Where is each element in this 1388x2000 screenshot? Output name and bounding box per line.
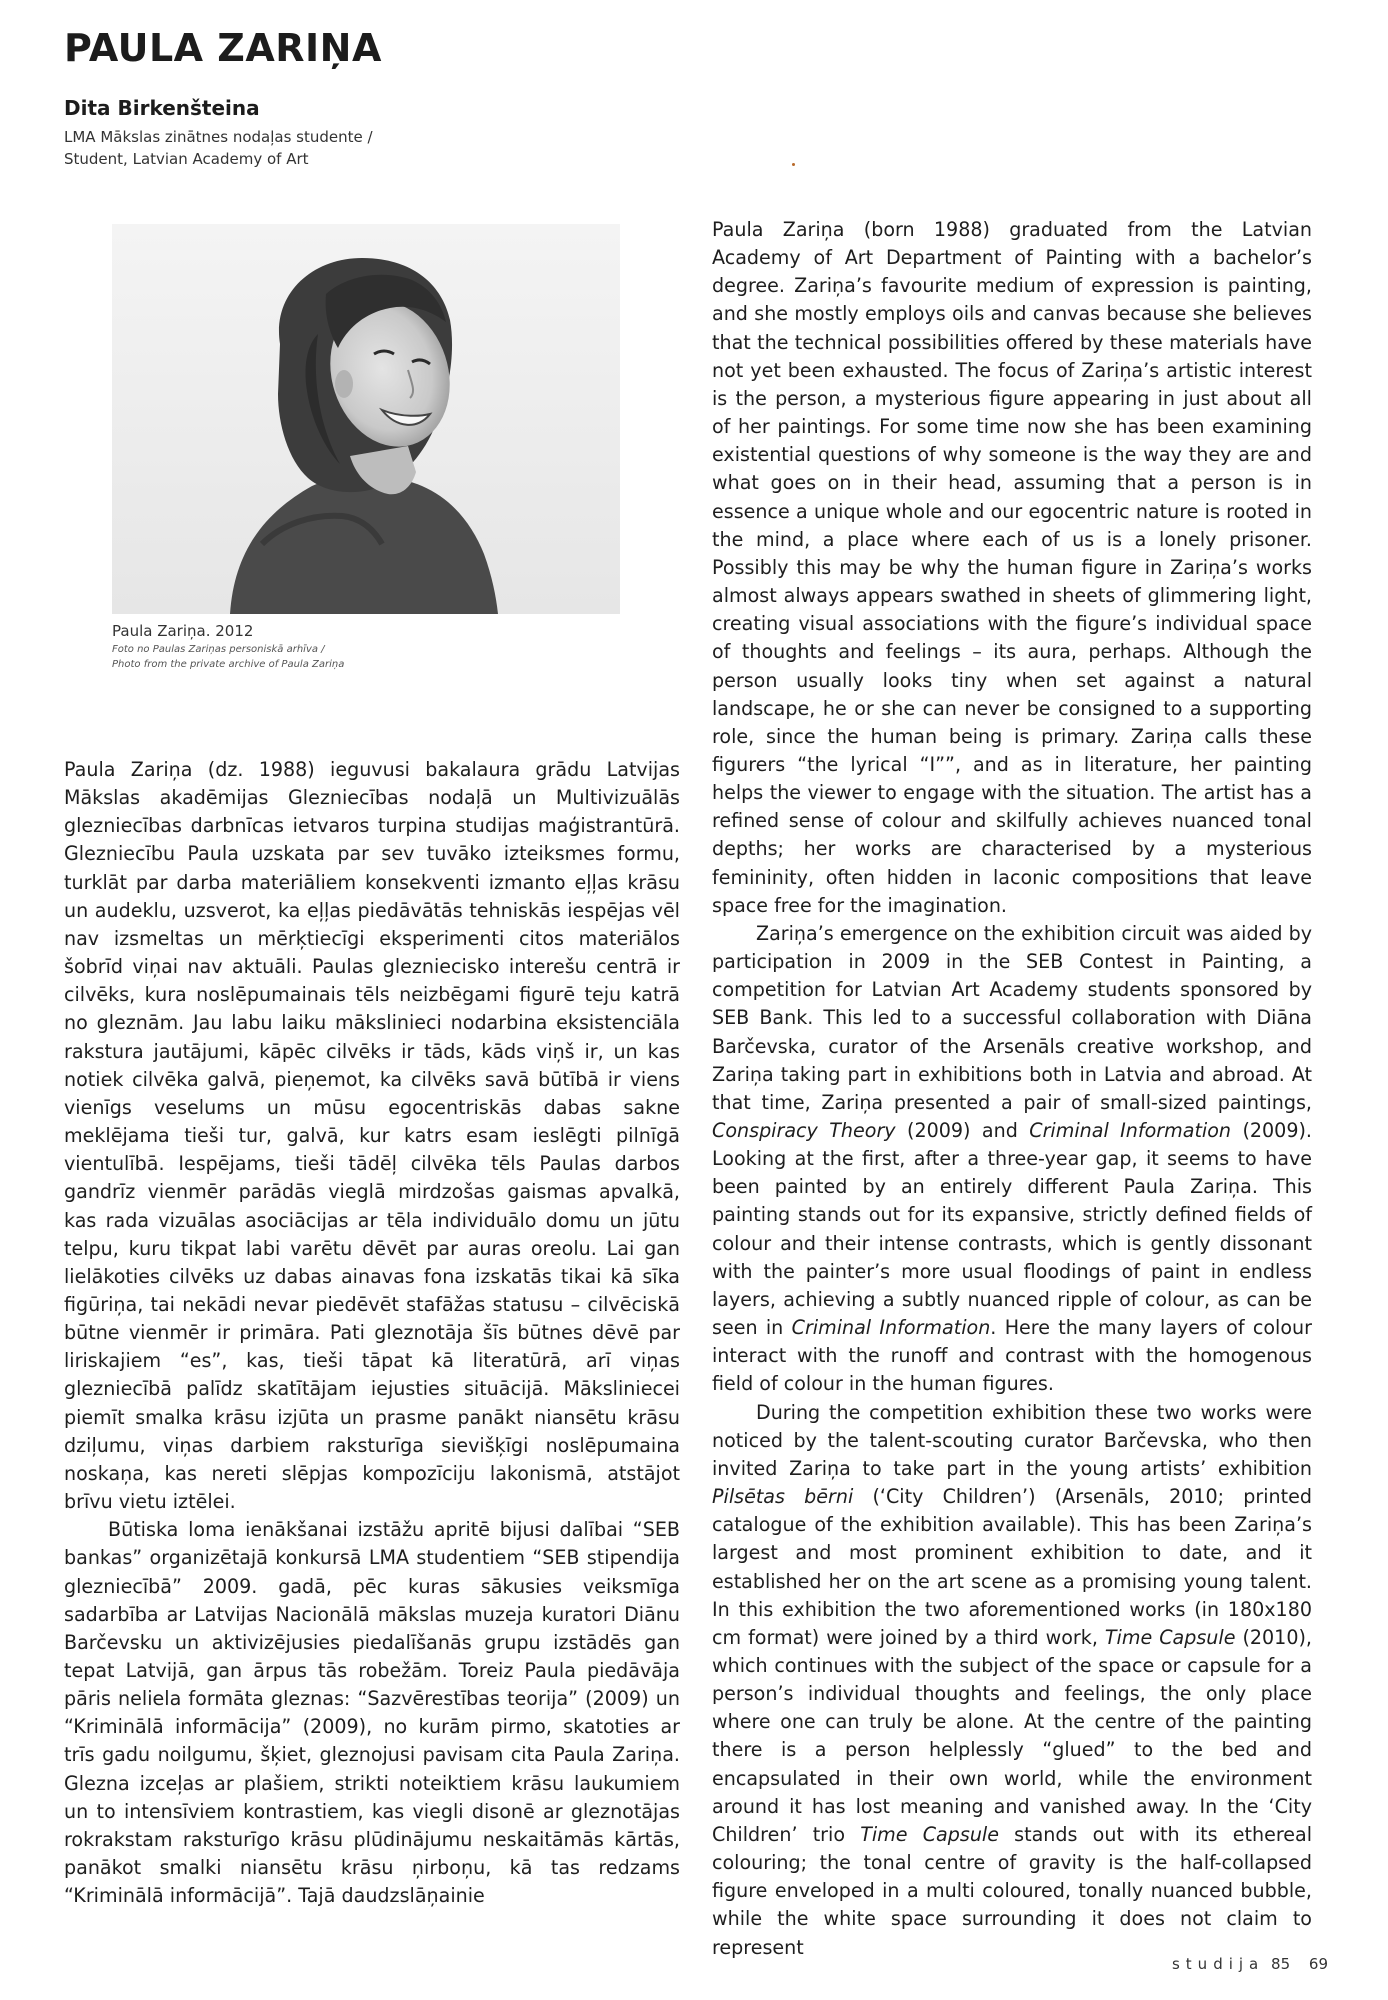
english-text-column (712, 216, 1312, 1962)
page-footer (1172, 1955, 1328, 1973)
english-p3-text-a: During the competition exhibition these two works were noticed by the talent-scouting curator Barčevska, who then invited Zariņa to take part in the young artists’ exhibition (712, 1400, 1312, 1480)
english-paragraph-1: Paula Zariņa (born 1988) graduated from the Latvian Academy of Art Department of Painting with a bachelor’s degree. Zariņa’s favourite medium of expression is painting, and she mostly employs oils and canvas because she believes that the technical possibilities offered by these materials have not yet been exhausted. The focus of Zariņa’s artistic interest is the person, a mysterious figure appearing in just about all of her paintings. For some time now she has been examining existential questions of why someone is the way they are and what goes on in their head, assuming that a person is in essence a unique whole and our egocentric nature is rooted in the mind, a place where each of us is a lonely prisoner. Possibly this may be why the human figure in Zariņa’s works almost always appears swathed in sheets of glimmering light, creating visual associations with the figure’s individual space of thoughts and feelings – its aura, perhaps. Although the person usually looks tiny when set against a natural landscape, he or she can never be consigned to a supporting role, since the human being is primary. Zariņa calls these figurers “the lyrical “I””, and as in literature, her painting helps the viewer to engage with the situation. The artist has a refined sense of colour and skilfully achieves nuanced tonal depths; her works are characterised by a mysterious femininity, often hidden in laconic compositions that leave space free for the imagination. (712, 218, 1312, 917)
affiliation-latvian: LMA Mākslas zinātnes nodaļas studente / (64, 128, 373, 146)
english-p3-text-b: (‘City Children’) (Arsenāls, 2010; printed catalogue of the exhibition available). This has been Zariņa’s largest and most prominent exhibition to date, and it established her on the art scene as a promising young talent. In this exhibition the two aforementioned works (in 180x180 cm format) were joined by a third work, (712, 1485, 1312, 1649)
exhibition-title-pilsetas-berni: Pilsētas bērni (712, 1485, 854, 1509)
page-number: 69 (1308, 1955, 1328, 1973)
photo-caption-block (112, 620, 344, 672)
latvian-paragraph-1: Paula Zariņa (dz. 1988) ieguvusi bakalaura grādu Latvijas Mākslas akadēmijas Glezniecības nodaļā un Multivizuālās glezniecības darbnīcas ietvaros turpina studijas maģistrantūrā. Glezniecību Paula uzskata par sev tuvāko izteiksmes formu, turklāt par darba materiāliem konsekventi izmanto eļļas krāsu un audeklu, uzsverot, ka eļļas piedāvātās tehniskās iespējas vēl nav izsmeltas un mērķtiecīgi eksperimenti citos materiālos šobrīd viņai nav aktuāli. Paulas gleznieciskо interešu centrā ir cilvēks, kura noslēpumainais tēls neizbēgami figurē teju katrā no gleznām. Jau labu laiku mākslinieci nodarbina eksistenciāla rakstura jautājumi, kāpēc cilvēks ir tāds, kāds viņš ir, un kas notiek cilvēka galvā, pieņemot, ka cilvēks savā būtībā ir viens vienīgs veselums un mūsu egocentriskās dabas sakne meklējama tieši tur, galvā, kur katrs esam ieslēgti pilnīgā vientulībā. Iespējams, tieši tādēļ cilvēka tēls Paulas darbos gandrīz vienmēr parādās vieglā mirdzošas gaismas apvalkā, kas rada vizuālas asociācijas ar tēla individuālo domu un jūtu telpu, kuru tikpat labi varētu dēvēt par auras oreolu. Lai gan lielākoties cilvēks uz dabas ainavas fona izskatās tikai kā sīka figūriņa, tai nekādi nevar piedēvēt stafāžas statusu – cilvēciskā būtne vienmēr ir primāra. Pati gleznotāja šīs būtnes dēvē par liriskajiem “es”, kas, tieši tāpat kā literatūrā, arī viņas glezniecībā palīdz skatītājam iejusties situācijā. Māksliniecei piemīt smalka krāsu izjūta un prasme panākt niansētu krāsu dziļumu, viņas darbiem raksturīga sievišķīgi noslēpumaina noskaņa, kas nereti slēpjas kompozīciju lakonismā, atstājot brīvu vietu iztēlei. (64, 758, 680, 1514)
work-title-criminal-information: Criminal Information (1029, 1119, 1232, 1142)
work-title-criminal-information-2: Criminal Information (791, 1316, 991, 1340)
english-paragraph-2 (712, 920, 1312, 1399)
english-p3-text-c: (2010), which continues with the subject of the space or capsule for a person’s individual thoughts and feelings, the only place where one can truly be alone. At the centre of the painting there is a person helplessly “glued” to the bed and encapsulated in their own world, while the environment around it has lost meaning and vanished away. In the ‘City Children’ trio (712, 1625, 1313, 1846)
portrait-illustration (112, 224, 620, 614)
article-title: PAULA ZARIŅA (64, 26, 382, 70)
work-title-time-capsule-2: Time Capsule (860, 1822, 999, 1846)
print-speck (792, 163, 795, 166)
affiliation-english: Student, Latvian Academy of Art (64, 150, 309, 168)
author-name: Dita Birkenšteina (64, 96, 260, 120)
photo-caption: Paula Zariņa. 2012 (112, 622, 254, 640)
english-p3-text-d: stands out with its ethereal colouring; the tonal centre of gravity is the half-collapsed figure enveloped in a multi coloured, tonally nuanced bubble, while the white space surrounding it does not claim to represent (712, 1822, 1313, 1959)
photo-credit-latvian: Foto no Paulas Zariņas personiskā arhīva / (112, 644, 325, 655)
english-paragraph-3 (712, 1399, 1312, 1962)
latvian-paragraph-2: Būtiska loma ienākšanai izstāžu apritē bijusi dalībai “SEB bankas” organizētajā konkursā LMA studentiem “SEB stipendija glezniecībā” 2009. gadā, pēc kuras sākusies veiksmīga sadarbība ar Latvijas Nacionālā mākslas muzeja kuratori Diānu Barčevsku un aktivizējusies piedalīšanās grupu izstādēs gan tepat Latvijā, gan ārpus tās robežām. Toreiz Paula piedāvāja pāris neliela formāta gleznas: “Sazvērestības teorija” (2009) un “Kriminālā informācija” (2009), no kurām pirmo, skatoties ar trīs gadu noilgumu, šķiet, gleznojusi pavisam cita Paula Zariņa. Glezna izceļas ar plašiem, strikti noteiktiem krāsu laukumiem un to intensīviem kontrastiem, kas viegli disonē ar gleznotājas rokrakstam raksturīgo krāsu plūdinājumu neskaitāmās kārtās, panākot smalki niansētu krāsu ņirboņu, kā tas redzams “Kriminālā informācijā”. Tajā daudzslāņainie (64, 1518, 680, 1908)
magazine-name: studija (1171, 1955, 1265, 1973)
author-affiliation (64, 126, 373, 170)
latvian-text-column (64, 756, 680, 1910)
issue-number: 85 (1271, 1955, 1291, 1973)
artist-portrait-photo (112, 224, 620, 614)
photo-credit-english: Photo from the private archive of Paula Zariņa (112, 659, 345, 670)
english-p2-text-a: Zariņa’s emergence on the exhibition circuit was aided by participation in 2009 in the SEB Contest in Painting, a competition for Latvian Art Academy students sponsored by SEB Bank. This led to a successful collaboration with Diāna Barčevska, curator of the Arsenāls creative workshop, and Zariņa taking part in exhibitions both in Latvia and abroad. At that time, Zariņa presented a pair of small-sized paintings, (712, 921, 1312, 1114)
work-title-time-capsule: Time Capsule (1104, 1625, 1236, 1649)
english-p2-text-b: (2009) and (895, 1119, 1030, 1142)
work-title-conspiracy-theory: Conspiracy Theory (712, 1119, 896, 1142)
english-p2-text-c: (2009). Looking at the first, after a three-year gap, it seems to have been painted by an entirely different Paula Zariņa. This painting stands out for its expansive, strictly defined fields of colour and their intense contrasts, which is gently dissonant with the painter’s more usual floodings of paint in endless layers, achieving a subtly nuanced ripple of colour, as can be seen in (712, 1119, 1313, 1340)
english-p2-text-d: . Here the many layers of colour interact with the runoff and contrast with the homogenous field of colour in the human figures. (712, 1316, 1312, 1396)
